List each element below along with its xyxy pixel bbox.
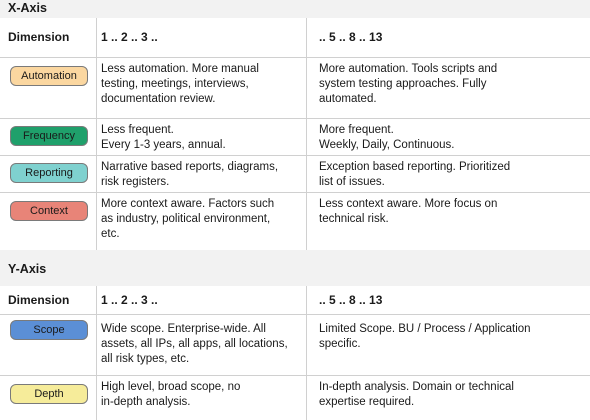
automation-low-text: [96, 58, 306, 118]
automation-low-line-1: Less automation. More manual: [101, 63, 259, 75]
x-row-reporting: [0, 156, 590, 193]
reporting-low-line-1: Narrative based reports, diagrams,: [101, 161, 279, 173]
context-low-text: [96, 193, 306, 250]
x-row-frequency-label-cell: [0, 119, 96, 155]
reporting-high-line-2: list of issues.: [319, 176, 385, 188]
x-axis-title: X-Axis: [8, 1, 47, 15]
x-header-dimension: Dimension: [8, 30, 70, 44]
reporting-high-line-1: Exception based reporting. Prioritized: [319, 161, 511, 173]
x-header-high: .. 5 .. 8 .. 13: [306, 18, 590, 57]
x-row-context-label-cell: [0, 193, 96, 250]
x-axis-header-row: [0, 18, 590, 58]
scope-high-text: [306, 315, 590, 375]
reporting-low-text: [96, 156, 306, 192]
frequency-high-line-2: Weekly, Daily, Continuous.: [319, 139, 455, 151]
context-high-line-1: Less context aware. More focus on: [319, 198, 498, 210]
frequency-low-line-2: Every 1-3 years, annual.: [101, 139, 226, 151]
scope-pill: Scope: [10, 320, 88, 340]
x-header-low: 1 .. 2 .. 3 ..: [96, 18, 306, 57]
context-high-line-2: technical risk.: [319, 213, 389, 225]
automation-high-text: [306, 58, 590, 118]
automation-pill: Automation: [10, 66, 88, 86]
frequency-low-text: [96, 119, 306, 155]
scope-low-line-1: Wide scope. Enterprise-wide. All: [101, 323, 266, 335]
x-row-automation: [0, 58, 590, 119]
depth-high-line-2: expertise required.: [319, 396, 415, 408]
scope-low-line-2: assets, all IPs, all apps, all locations,: [101, 338, 288, 350]
y-axis-header-row: [0, 286, 590, 315]
y-axis-title-band: [0, 250, 590, 286]
scope-low-line-3: all risk types, etc.: [101, 353, 190, 365]
depth-high-text: [306, 376, 590, 420]
x-row-reporting-label-cell: [0, 156, 96, 192]
context-low-line-1: More context aware. Factors such: [101, 198, 275, 210]
reporting-high-text: [306, 156, 590, 192]
depth-low-line-2: in-depth analysis.: [101, 396, 191, 408]
frequency-pill: Frequency: [10, 126, 88, 146]
automation-high-line-3: automated.: [319, 93, 377, 105]
frequency-high-line-1: More frequent.: [319, 124, 394, 136]
context-pill: Context: [10, 201, 88, 221]
reporting-low-line-2: risk registers.: [101, 176, 170, 188]
y-row-depth: [0, 376, 590, 420]
y-header-dimension: Dimension: [8, 293, 70, 307]
depth-low-line-1: High level, broad scope, no: [101, 381, 241, 393]
frequency-low-line-1: Less frequent.: [101, 124, 174, 136]
y-row-scope-label-cell: [0, 315, 96, 375]
depth-low-text: [96, 376, 306, 420]
scope-high-line-2: specific.: [319, 338, 361, 350]
automation-high-line-1: More automation. Tools scripts and: [319, 63, 498, 75]
y-header-high: .. 5 .. 8 .. 13: [306, 286, 590, 314]
y-row-scope: [0, 315, 590, 376]
automation-low-line-2: testing, meetings, interviews,: [101, 78, 249, 90]
y-header-low: 1 .. 2 .. 3 ..: [96, 286, 306, 314]
x-row-frequency: [0, 119, 590, 156]
depth-pill: Depth: [10, 384, 88, 404]
automation-low-line-3: documentation review.: [101, 93, 216, 105]
frequency-high-text: [306, 119, 590, 155]
x-row-automation-label-cell: [0, 58, 96, 118]
context-high-text: [306, 193, 590, 250]
automation-high-line-2: system testing approaches. Fully: [319, 78, 487, 90]
scope-low-text: [96, 315, 306, 375]
context-low-line-3: etc.: [101, 228, 120, 240]
scope-high-line-1: Limited Scope. BU / Process / Application: [319, 323, 531, 335]
reporting-pill: Reporting: [10, 163, 88, 183]
x-axis-title-band: [0, 0, 590, 18]
context-low-line-2: as industry, political environment,: [101, 213, 271, 225]
depth-high-line-1: In-depth analysis. Domain or technical: [319, 381, 514, 393]
y-axis-title: Y-Axis: [8, 262, 47, 276]
x-row-context: [0, 193, 590, 250]
y-row-depth-label-cell: [0, 376, 96, 420]
